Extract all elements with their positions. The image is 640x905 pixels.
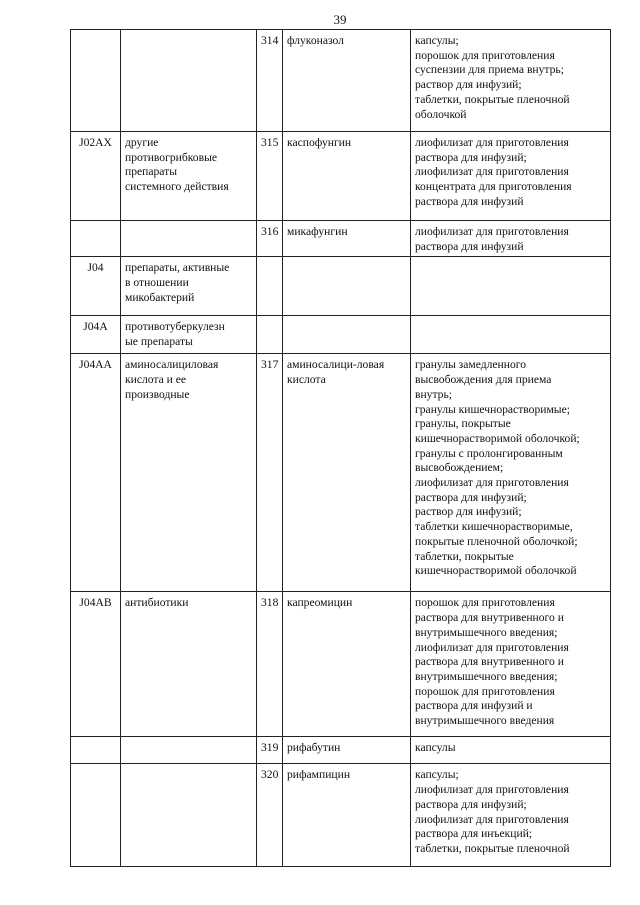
dosage-form-cell-line: внутримышечного введения; bbox=[415, 625, 558, 639]
dosage-form-cell-line: таблетки, покрытые пленочной bbox=[415, 841, 570, 855]
drug-name-cell bbox=[283, 737, 411, 764]
drug-name-cell bbox=[283, 354, 411, 592]
table-row bbox=[71, 257, 611, 316]
dosage-form-cell-line: раствора для инфузий; bbox=[415, 490, 527, 504]
atc-group-cell-line: противогрибковые bbox=[125, 150, 218, 164]
drug-name-cell-line: капреомицин bbox=[287, 596, 353, 610]
item-number-cell: 316 bbox=[257, 221, 283, 257]
item-number-cell: 318 bbox=[257, 592, 283, 737]
dosage-form-cell-line: раствор для инфузий; bbox=[415, 78, 522, 92]
dosage-form-cell-line: гранулы с пролонгированным bbox=[415, 446, 563, 460]
dosage-form-cell-line: раствора для инфузий bbox=[415, 194, 524, 208]
drug-name-cell-line: кислота bbox=[287, 373, 326, 387]
table-row bbox=[71, 737, 611, 764]
dosage-form-cell-line: высвобождением; bbox=[415, 461, 504, 475]
table-row bbox=[71, 316, 611, 354]
drug-name-cell-line: аминосалици-ловая bbox=[287, 358, 385, 372]
atc-group-cell-line: кислота и ее bbox=[125, 373, 187, 387]
atc-group-cell-line: другие bbox=[125, 136, 159, 149]
item-number-cell: 319 bbox=[257, 737, 283, 764]
dosage-form-cell-line: капсулы; bbox=[415, 768, 459, 782]
dosage-form-cell-line: капсулы bbox=[415, 741, 456, 755]
atc-code-cell bbox=[71, 737, 121, 764]
dosage-form-cell-line: таблетки кишечнорастворимые, bbox=[415, 520, 573, 534]
dosage-form-cell-line: гранулы, покрытые bbox=[415, 417, 511, 431]
atc-group-cell bbox=[121, 592, 257, 737]
drug-name-cell bbox=[283, 257, 411, 316]
table-row bbox=[71, 354, 611, 592]
dosage-form-cell-line: раствор для инфузий; bbox=[415, 505, 522, 519]
item-number-cell bbox=[257, 257, 283, 316]
atc-group-cell-line: препараты, активные bbox=[125, 261, 230, 275]
dosage-form-cell bbox=[411, 354, 611, 592]
dosage-form-cell-line: лиофилизат для приготовления bbox=[415, 136, 569, 149]
dosage-form-cell-line: лиофилизат для приготовления bbox=[415, 225, 569, 238]
dosage-form-cell-line: раствора для инфузий bbox=[415, 239, 524, 253]
dosage-form-cell-line: порошок для приготовления bbox=[415, 596, 555, 610]
drug-name-cell bbox=[283, 764, 411, 867]
dosage-form-cell-line: раствора для инъекций; bbox=[415, 827, 533, 841]
atc-code-cell: J04 bbox=[71, 257, 121, 316]
dosage-form-cell bbox=[411, 316, 611, 354]
drug-table bbox=[70, 29, 611, 867]
atc-code-cell bbox=[71, 221, 121, 257]
drug-name-cell-line: рифампицин bbox=[287, 768, 351, 782]
dosage-form-cell-line: лиофилизат для приготовления bbox=[415, 640, 569, 654]
table-row bbox=[71, 221, 611, 257]
atc-code-cell: J04A bbox=[71, 316, 121, 354]
atc-group-cell-line: производные bbox=[125, 387, 190, 401]
atc-code-cell: J04AA bbox=[71, 354, 121, 592]
dosage-form-cell-line: высвобождения для приема bbox=[415, 373, 552, 387]
item-number-cell: 315 bbox=[257, 132, 283, 221]
item-number-cell: 317 bbox=[257, 354, 283, 592]
dosage-form-cell-line: суспензии для приема внутрь; bbox=[415, 63, 564, 77]
dosage-form-cell-line: покрытые пленочной оболочкой; bbox=[415, 534, 578, 548]
dosage-form-cell bbox=[411, 257, 611, 316]
dosage-form-cell-line: раствора для инфузий; bbox=[415, 150, 527, 164]
drug-name-cell-line: флуконазол bbox=[287, 34, 344, 47]
dosage-form-cell-line: лиофилизат для приготовления bbox=[415, 476, 569, 490]
table-row bbox=[71, 30, 611, 132]
dosage-form-cell-line: порошок для приготовления bbox=[415, 48, 555, 62]
drug-name-cell-line: каспофунгин bbox=[287, 136, 352, 149]
page-number: 39 bbox=[333, 12, 347, 27]
table-body bbox=[71, 30, 611, 867]
dosage-form-cell bbox=[411, 221, 611, 257]
atc-group-cell bbox=[121, 316, 257, 354]
dosage-form-cell-line: раствора для инфузий и bbox=[415, 699, 533, 713]
dosage-form-cell bbox=[411, 764, 611, 867]
dosage-form-cell-line: внутримышечного введения bbox=[415, 714, 555, 728]
dosage-form-cell-line: кишечнорастворимой оболочкой; bbox=[415, 431, 580, 445]
atc-code-cell: J04AB bbox=[71, 592, 121, 737]
dosage-form-cell-line: капсулы; bbox=[415, 34, 459, 47]
dosage-form-cell-line: порошок для приготовления bbox=[415, 684, 555, 698]
table-row bbox=[71, 592, 611, 737]
table-row bbox=[71, 132, 611, 221]
atc-group-cell-line: системного действия bbox=[125, 180, 229, 194]
atc-group-cell-line: противотуберкулезн bbox=[125, 320, 225, 334]
drug-name-cell-line: микафунгин bbox=[287, 225, 348, 238]
dosage-form-cell-line: оболочкой bbox=[415, 107, 467, 121]
dosage-form-cell-line: концентрата для приготовления bbox=[415, 180, 572, 194]
atc-group-cell bbox=[121, 221, 257, 257]
dosage-form-cell-line: раствора для внутривенного и bbox=[415, 611, 564, 625]
item-number-cell bbox=[257, 316, 283, 354]
atc-group-cell-line: в отношении bbox=[125, 276, 189, 290]
dosage-form-cell bbox=[411, 737, 611, 764]
dosage-form-cell-line: внутримышечного введения; bbox=[415, 669, 558, 683]
dosage-form-cell-line: лиофилизат для приготовления bbox=[415, 165, 569, 179]
dosage-form-cell bbox=[411, 132, 611, 221]
drug-name-cell bbox=[283, 30, 411, 132]
atc-group-cell bbox=[121, 257, 257, 316]
dosage-form-cell-line: раствора для инфузий; bbox=[415, 797, 527, 811]
atc-group-cell bbox=[121, 30, 257, 132]
atc-code-cell: J02AX bbox=[71, 132, 121, 221]
dosage-form-cell-line: гранулы кишечнорастворимые; bbox=[415, 402, 570, 416]
table-row bbox=[71, 764, 611, 867]
atc-group-cell bbox=[121, 354, 257, 592]
dosage-form-cell-line: лиофилизат для приготовления bbox=[415, 812, 569, 826]
dosage-form-cell-line: внутрь; bbox=[415, 387, 452, 401]
atc-group-cell bbox=[121, 737, 257, 764]
item-number-cell: 320 bbox=[257, 764, 283, 867]
atc-code-cell bbox=[71, 764, 121, 867]
dosage-form-cell bbox=[411, 30, 611, 132]
atc-group-cell bbox=[121, 764, 257, 867]
atc-group-cell-line: микобактерий bbox=[125, 290, 195, 304]
item-number-cell: 314 bbox=[257, 30, 283, 132]
atc-group-cell bbox=[121, 132, 257, 221]
atc-group-cell-line: антибиотики bbox=[125, 596, 189, 610]
atc-group-cell-line: аминосалициловая bbox=[125, 358, 219, 372]
dosage-form-cell-line: лиофилизат для приготовления bbox=[415, 783, 569, 797]
dosage-form-cell-line: кишечнорастворимой оболочкой bbox=[415, 564, 577, 578]
atc-group-cell-line: ые препараты bbox=[125, 335, 193, 349]
drug-name-cell bbox=[283, 221, 411, 257]
drug-name-cell bbox=[283, 592, 411, 737]
dosage-form-cell-line: раствора для внутривенного и bbox=[415, 655, 564, 669]
dosage-form-cell-line: таблетки, покрытые bbox=[415, 549, 514, 563]
drug-name-cell bbox=[283, 132, 411, 221]
dosage-form-cell-line: гранулы замедленного bbox=[415, 358, 527, 372]
atc-group-cell-line: препараты bbox=[125, 165, 177, 179]
drug-name-cell bbox=[283, 316, 411, 354]
drug-name-cell-line: рифабутин bbox=[287, 741, 341, 755]
dosage-form-cell bbox=[411, 592, 611, 737]
atc-code-cell bbox=[71, 30, 121, 132]
dosage-form-cell-line: таблетки, покрытые пленочной bbox=[415, 92, 570, 106]
